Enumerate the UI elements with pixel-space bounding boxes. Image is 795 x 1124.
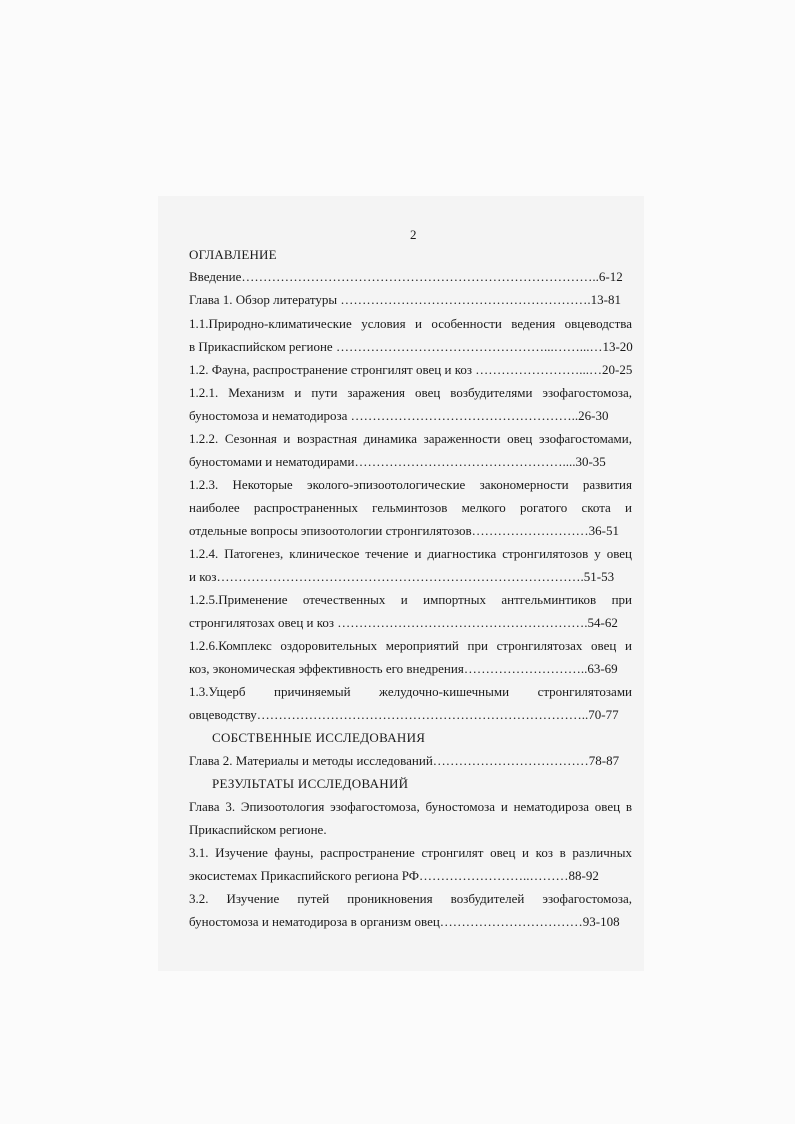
toc-entry-3-1-line-2: экосистемах Прикаспийского региона РФ……………………..………88-92 bbox=[189, 868, 599, 883]
page-number: 2 bbox=[410, 227, 417, 242]
toc-entry-1-1-line-2: в Прикаспийском регионе …………………………………………...……...…13-20 bbox=[189, 339, 633, 354]
toc-entry-3-2-line-1: 3.2. Изучение путей проникновения возбудителей эзофагостомоза, bbox=[189, 891, 632, 906]
toc-title: ОГЛАВЛЕНИЕ bbox=[189, 247, 277, 262]
toc-entry-1-2-1-line-2: буностомоза и нематодироза ……………………………………………..26-30 bbox=[189, 408, 609, 423]
toc-entry-3-1-line-1: 3.1. Изучение фауны, распространение стронгилят овец и коз в различных bbox=[189, 845, 632, 860]
toc-entry-1-2-3-line-3: отдельные вопросы эпизоотологии стронгилятозов………………………36-51 bbox=[189, 523, 619, 538]
toc-entry-1-2-1-line-1: 1.2.1. Механизм и пути заражения овец возбудителями эзофагостомоза, bbox=[189, 385, 632, 400]
toc-entry-1-3-line-1: 1.3.Ущерб причиняемый желудочно-кишечными стронгилятозами bbox=[189, 684, 632, 699]
toc-entry-1-2-4-line-1: 1.2.4. Патогенез, клиническое течение и диагностика стронгилятозов у овец bbox=[189, 546, 632, 561]
toc-entry-1-2-2-line-2: буностомами и нематодирами…………………………………………....30-35 bbox=[189, 454, 606, 469]
toc-entry-1-2-3-line-2: наиболее распространенных гельминтозов мелкого рогатого скота и bbox=[189, 500, 632, 515]
toc-entry-chapter-3-line-1: Глава 3. Эпизоотология эзофагостомоза, буностомоза и нематодироза овец в bbox=[189, 799, 632, 814]
toc-entry-1-2-6-line-1: 1.2.6.Комплекс оздоровительных мероприятий при стронгилятозах овец и bbox=[189, 638, 632, 653]
toc-entry-intro: Введение………………………………………………………………………..6-12 bbox=[189, 269, 623, 284]
toc-entry-1-1-line-1: 1.1.Природно-климатические условия и особенности ведения овцеводства bbox=[189, 316, 632, 331]
toc-entry-chapter-1: Глава 1. Обзор литературы ………………………………………………….13-81 bbox=[189, 292, 621, 307]
toc-entry-3-2-line-2: буностомоза и нематодироза в организм овец……………………………93-108 bbox=[189, 914, 620, 929]
toc-entry-1-2: 1.2. Фауна, распространение стронгилят овец и коз ……………………...…20-25 bbox=[189, 362, 633, 377]
section-heading-results: РЕЗУЛЬТАТЫ ИССЛЕДОВАНИЙ bbox=[212, 776, 409, 791]
toc-entry-1-2-3-line-1: 1.2.3. Некоторые эколого-эпизоотологические закономерности развития bbox=[189, 477, 632, 492]
toc-entry-1-2-2-line-1: 1.2.2. Сезонная и возрастная динамика зараженности овец эзофагостомами, bbox=[189, 431, 632, 446]
toc-entry-1-2-5-line-2: стронгилятозах овец и коз ………………………………………………….54-62 bbox=[189, 615, 618, 630]
toc-entry-1-3-line-2: овцеводству…………………………………………………………………..70-77 bbox=[189, 707, 619, 722]
toc-entry-chapter-2: Глава 2. Материалы и методы исследований………………………………78-87 bbox=[189, 753, 620, 768]
toc-entry-1-2-6-line-2: коз, экономическая эффективность его внедрения………………………..63-69 bbox=[189, 661, 618, 676]
toc-entry-chapter-3-line-2: Прикаспийском регионе. bbox=[189, 822, 327, 837]
toc-entry-1-2-4-line-2: и коз………………………………………………………………………….51-53 bbox=[189, 569, 615, 584]
toc-entry-1-2-5-line-1: 1.2.5.Применение отечественных и импортных антгельминтиков при bbox=[189, 592, 632, 607]
section-heading-own-research: СОБСТВЕННЫЕ ИССЛЕДОВАНИЯ bbox=[212, 730, 426, 745]
